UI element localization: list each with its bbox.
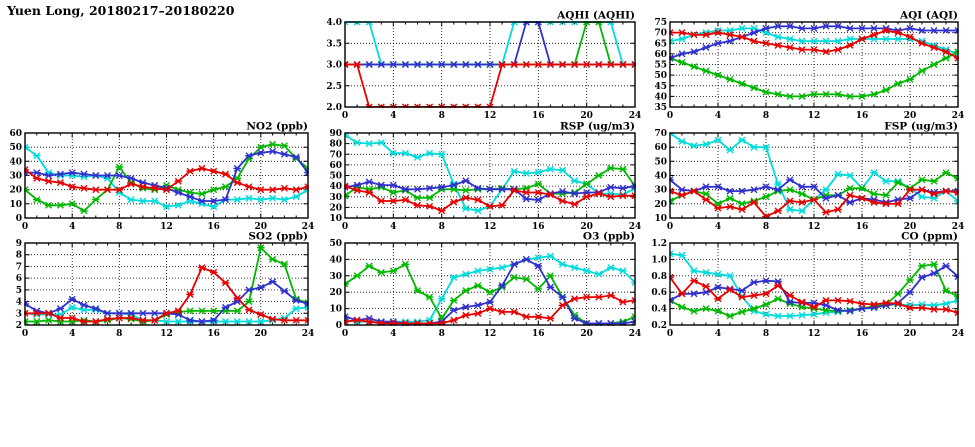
svg-text:4: 4 (390, 111, 397, 121)
svg-text:16: 16 (532, 329, 545, 339)
svg-text:0: 0 (21, 329, 29, 339)
chart-no2 (1, 119, 318, 240)
so2-plot-svg (1, 229, 318, 343)
svg-text:12: 12 (160, 222, 173, 232)
svg-text:4: 4 (69, 329, 76, 339)
svg-text:1.2: 1.2 (651, 239, 667, 249)
svg-text:0: 0 (341, 222, 349, 232)
svg-text:16: 16 (207, 222, 220, 232)
svg-text:20: 20 (654, 199, 667, 210)
svg-text:0.6: 0.6 (651, 288, 667, 299)
svg-text:0.4: 0.4 (651, 304, 667, 315)
chart-fsp (646, 119, 968, 240)
svg-text:24: 24 (951, 222, 965, 232)
svg-text:10: 10 (329, 214, 342, 224)
svg-text:20: 20 (329, 288, 342, 299)
svg-text:16: 16 (532, 222, 545, 232)
svg-text:FSP (ug/m3): FSP (ug/m3) (884, 120, 958, 133)
svg-text:60: 60 (654, 49, 667, 60)
svg-text:20: 20 (254, 222, 268, 232)
svg-text:0.8: 0.8 (651, 271, 667, 282)
svg-text:4: 4 (714, 111, 722, 121)
svg-text:3.5: 3.5 (326, 39, 342, 50)
svg-text:AQI (AQI): AQI (AQI) (899, 9, 958, 22)
no2-series-cyan-line (25, 147, 308, 207)
svg-text:4: 4 (714, 222, 722, 232)
svg-text:16: 16 (855, 111, 869, 121)
svg-text:9: 9 (15, 239, 22, 249)
svg-text:50: 50 (654, 157, 667, 168)
svg-text:24: 24 (301, 222, 315, 232)
svg-text:40: 40 (654, 92, 667, 103)
svg-text:12: 12 (483, 111, 497, 121)
svg-text:4.0: 4.0 (326, 18, 342, 28)
svg-text:60: 60 (329, 160, 342, 171)
svg-text:70: 70 (654, 28, 667, 39)
svg-text:12: 12 (160, 329, 173, 339)
svg-text:24: 24 (301, 329, 315, 339)
svg-text:4: 4 (714, 329, 722, 339)
svg-text:O3 (ppb): O3 (ppb) (582, 230, 635, 243)
svg-text:30: 30 (329, 271, 342, 282)
svg-text:12: 12 (807, 222, 821, 232)
svg-text:65: 65 (654, 39, 667, 50)
svg-text:0: 0 (21, 222, 29, 232)
svg-text:24: 24 (628, 222, 642, 232)
svg-text:16: 16 (855, 222, 869, 232)
svg-text:8: 8 (15, 250, 22, 261)
svg-text:40: 40 (9, 157, 22, 168)
svg-text:12: 12 (483, 329, 497, 339)
svg-text:SO2 (ppb): SO2 (ppb) (248, 230, 308, 243)
chart-o3 (321, 229, 645, 347)
svg-text:20: 20 (329, 203, 342, 214)
page-title: Yuen Long, 20180217–20180220 (7, 3, 235, 18)
svg-text:0: 0 (666, 329, 674, 339)
svg-text:CO (ppm): CO (ppm) (901, 230, 958, 243)
svg-text:8: 8 (762, 222, 770, 232)
no2-series-red-line (25, 168, 308, 189)
svg-text:6: 6 (15, 274, 22, 285)
svg-text:20: 20 (903, 222, 917, 232)
svg-text:5: 5 (15, 285, 22, 296)
svg-text:20: 20 (254, 329, 268, 339)
svg-text:0: 0 (335, 321, 342, 331)
svg-text:16: 16 (855, 329, 869, 339)
svg-text:0.2: 0.2 (651, 321, 667, 331)
svg-text:NO2 (ppb): NO2 (ppb) (246, 120, 308, 133)
svg-text:2.0: 2.0 (326, 103, 342, 113)
svg-text:90: 90 (329, 129, 342, 139)
svg-text:16: 16 (207, 329, 220, 339)
svg-text:60: 60 (654, 143, 667, 154)
svg-text:8: 8 (438, 111, 445, 121)
svg-text:30: 30 (329, 192, 342, 203)
svg-text:20: 20 (9, 185, 22, 196)
svg-text:60: 60 (9, 129, 22, 139)
rsp-plot-svg (321, 119, 645, 236)
svg-text:8: 8 (438, 222, 445, 232)
svg-text:70: 70 (329, 150, 342, 161)
svg-text:20: 20 (580, 222, 593, 232)
o3-plot-svg (321, 229, 645, 343)
svg-text:70: 70 (654, 129, 667, 139)
svg-text:50: 50 (329, 239, 342, 249)
svg-text:12: 12 (483, 222, 497, 232)
svg-text:8: 8 (116, 329, 123, 339)
svg-text:4: 4 (69, 222, 76, 232)
svg-text:10: 10 (654, 214, 667, 224)
no2-plot-svg (1, 119, 318, 236)
svg-text:4: 4 (390, 329, 397, 339)
co-plot-svg (646, 229, 968, 343)
svg-text:0: 0 (666, 222, 674, 232)
svg-text:AQHI (AQHI): AQHI (AQHI) (557, 9, 635, 22)
svg-text:RSP (ug/m3): RSP (ug/m3) (559, 120, 635, 133)
svg-text:1.0: 1.0 (651, 255, 667, 266)
chart-aqhi (321, 8, 645, 129)
chart-aqi (646, 8, 968, 129)
svg-text:16: 16 (532, 111, 545, 121)
svg-text:40: 40 (329, 255, 342, 266)
svg-text:7: 7 (15, 262, 22, 273)
svg-text:3.0: 3.0 (326, 60, 342, 71)
fsp-plot-svg (646, 119, 968, 236)
svg-text:12: 12 (807, 329, 821, 339)
svg-text:20: 20 (580, 329, 593, 339)
svg-text:0: 0 (666, 111, 674, 121)
svg-text:24: 24 (628, 329, 642, 339)
svg-text:40: 40 (654, 171, 667, 182)
svg-text:0: 0 (341, 111, 349, 121)
svg-text:50: 50 (9, 143, 22, 154)
svg-text:75: 75 (654, 18, 667, 28)
svg-text:20: 20 (580, 111, 593, 121)
svg-text:3: 3 (15, 309, 22, 320)
svg-text:4: 4 (15, 297, 22, 308)
svg-text:24: 24 (951, 111, 965, 121)
svg-text:10: 10 (9, 199, 22, 210)
svg-text:50: 50 (654, 71, 667, 82)
chart-so2 (1, 229, 318, 347)
svg-text:0: 0 (341, 329, 349, 339)
svg-text:2.5: 2.5 (326, 81, 342, 92)
svg-text:2: 2 (15, 321, 22, 331)
svg-text:30: 30 (9, 171, 22, 182)
svg-text:10: 10 (329, 304, 342, 315)
svg-text:50: 50 (329, 171, 342, 182)
svg-text:20: 20 (903, 111, 917, 121)
svg-text:8: 8 (116, 222, 123, 232)
svg-text:0: 0 (15, 214, 22, 224)
svg-text:24: 24 (951, 329, 965, 339)
svg-text:24: 24 (628, 111, 642, 121)
svg-text:45: 45 (654, 81, 667, 92)
svg-text:8: 8 (762, 329, 770, 339)
svg-text:8: 8 (438, 329, 445, 339)
chart-co (646, 229, 968, 347)
svg-text:20: 20 (903, 329, 917, 339)
svg-text:30: 30 (654, 185, 667, 196)
svg-text:55: 55 (654, 60, 667, 71)
svg-text:35: 35 (654, 103, 667, 113)
aqhi-plot-svg (321, 8, 645, 125)
svg-text:40: 40 (329, 182, 342, 193)
svg-text:12: 12 (807, 111, 821, 121)
svg-text:4: 4 (390, 222, 397, 232)
svg-text:80: 80 (329, 139, 342, 150)
chart-rsp (321, 119, 645, 240)
aqi-plot-svg (646, 8, 968, 125)
svg-text:8: 8 (762, 111, 770, 121)
